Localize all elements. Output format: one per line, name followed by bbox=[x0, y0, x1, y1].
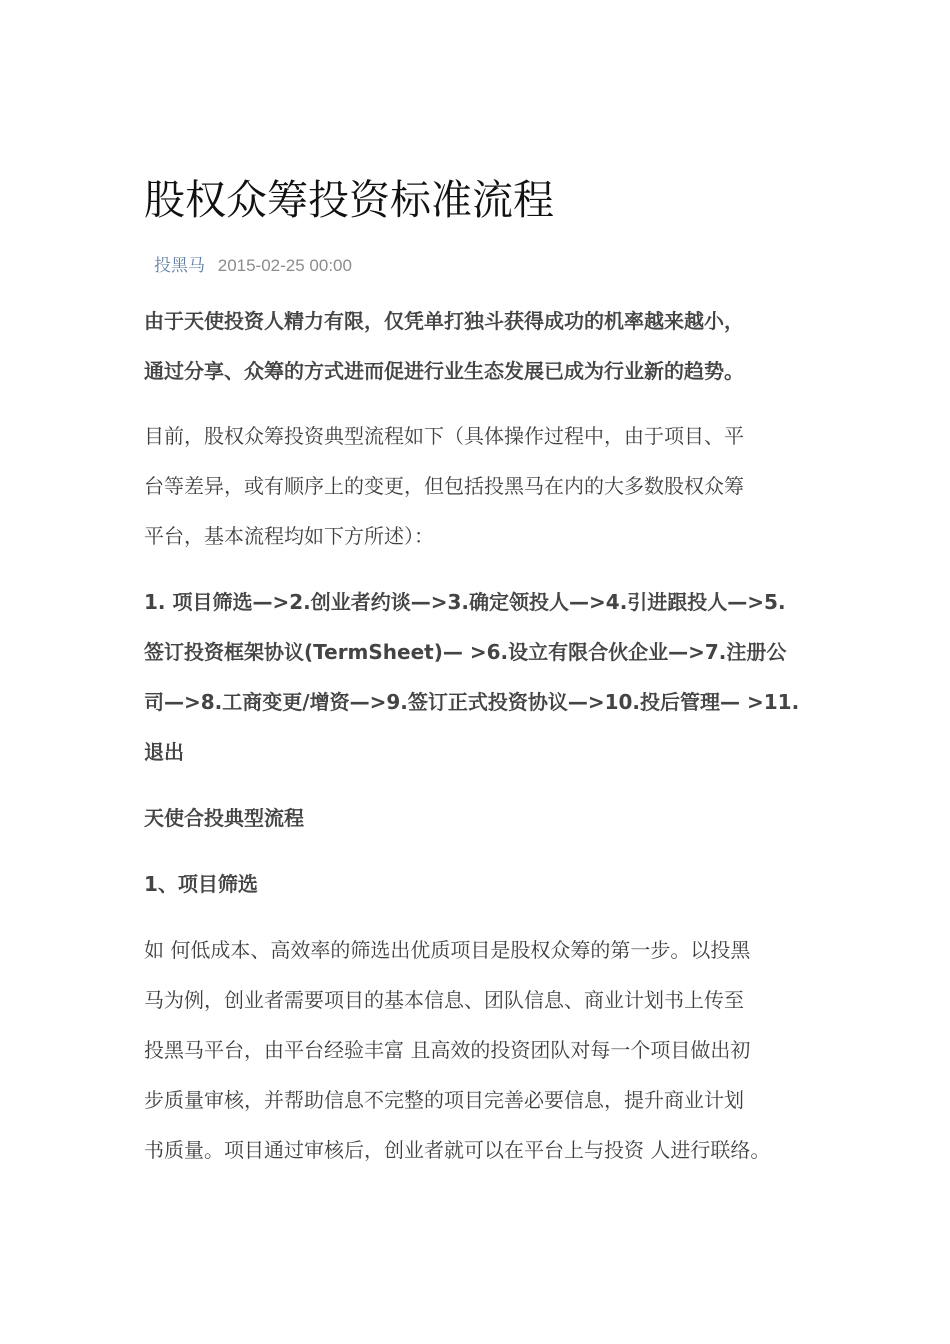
publish-date: 2015-02-25 00:00 bbox=[217, 256, 352, 275]
section-heading bbox=[144, 793, 819, 843]
section-heading-text: 天使合投典型流程 bbox=[144, 806, 304, 830]
process-line: 司—>8.工商变更/增资—>9.签订正式投资协议—>10.投后管理— >11. bbox=[144, 690, 800, 714]
paragraph-line: 平台，基本流程均如下方所述）： bbox=[144, 524, 434, 548]
current-process-paragraph bbox=[144, 411, 819, 561]
paragraph-line: 台等差异，或有顺序上的变更，但包括投黑马在内的大多数股权众筹 bbox=[144, 474, 744, 498]
paragraph-line: 书质量。项目通过审核后，创业者就可以在平台上与投资 人进行联络。 bbox=[144, 1138, 771, 1162]
intro-paragraph bbox=[144, 296, 819, 396]
intro-line: 由于天使投资人精力有限，仅凭单打独斗获得成功的机率越来越小， bbox=[144, 309, 744, 333]
process-steps-paragraph bbox=[144, 577, 819, 777]
article-title: 股权众筹投资标准流程 bbox=[144, 176, 554, 224]
subsection-heading-text: 1、项目筛选 bbox=[144, 872, 258, 896]
process-line: 1. 项目筛选—>2.创业者约谈—>3.确定领投人—>4.引进跟投人—>5. bbox=[144, 590, 786, 614]
subsection-heading bbox=[144, 859, 819, 909]
paragraph-line: 投黑马平台，由平台经验丰富 且高效的投资团队对每一个项目做出初 bbox=[144, 1038, 751, 1062]
paragraph-line: 步质量审核，并帮助信息不完整的项目完善必要信息，提升商业计划 bbox=[144, 1088, 744, 1112]
screening-paragraph bbox=[144, 925, 819, 1175]
paragraph-line: 马为例，创业者需要项目的基本信息、团队信息、商业计划书上传至 bbox=[144, 988, 744, 1012]
process-line: 签订投资框架协议(TermSheet)— >6.设立有限合伙企业—>7.注册公 bbox=[144, 640, 787, 664]
paragraph-line: 目前，股权众筹投资典型流程如下（具体操作过程中，由于项目、平 bbox=[144, 424, 744, 448]
author-link[interactable]: 投黑马 bbox=[154, 256, 205, 275]
article-meta bbox=[154, 252, 352, 280]
process-line: 退出 bbox=[144, 740, 184, 764]
intro-line: 通过分享、众筹的方式进而促进行业生态发展已成为行业新的趋势。 bbox=[144, 359, 744, 383]
paragraph-line: 如 何低成本、高效率的筛选出优质项目是股权众筹的第一步。以投黑 bbox=[144, 938, 751, 962]
